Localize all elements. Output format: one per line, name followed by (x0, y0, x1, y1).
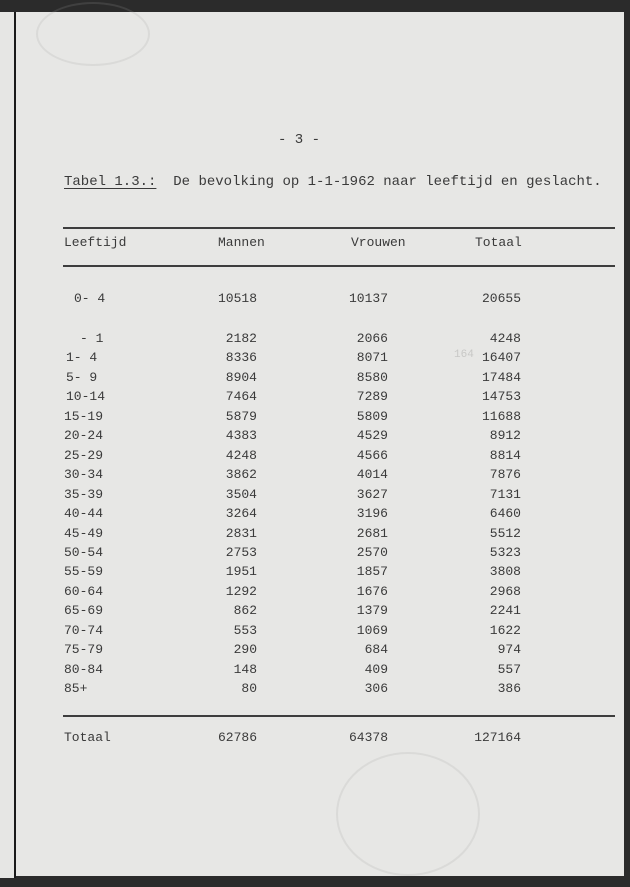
age-cell: 20-24 (64, 428, 104, 444)
total-cell: 4248 (489, 331, 521, 346)
table-row-total (0, 729, 630, 747)
table-top-rule (63, 227, 615, 229)
table-row (0, 563, 630, 581)
faint-overprint: 164 (454, 349, 474, 361)
total-cell: 8912 (489, 428, 521, 444)
table-row (0, 583, 630, 601)
men-cell: 8336 (225, 350, 257, 366)
men-cell: 4383 (225, 428, 257, 444)
age-cell: 75-79 (64, 642, 104, 658)
table-row (0, 680, 630, 698)
women-cell: 1857 (356, 564, 388, 580)
total-cell: 16407 (481, 350, 521, 366)
women-cell: 2066 (356, 331, 388, 346)
total-cell: 2968 (489, 583, 521, 599)
women-cell: 4566 (356, 447, 388, 463)
total-cell: 17484 (481, 369, 521, 385)
age-cell: 65-69 (64, 603, 104, 619)
table-row (0, 466, 630, 484)
women-cell: 8580 (356, 369, 388, 385)
age-cell: 5- 9 (66, 369, 98, 385)
women-cell: 3196 (356, 506, 388, 522)
women-cell: 2681 (356, 525, 388, 541)
men-cell: 5879 (225, 408, 257, 424)
table-row (0, 408, 630, 426)
table-row (0, 602, 630, 620)
women-cell: 7289 (356, 389, 388, 405)
age-cell: 55-59 (64, 564, 104, 580)
age-cell: 15-19 (64, 408, 104, 424)
table-row (0, 525, 630, 543)
faint-stamp (336, 752, 480, 876)
men-cell: 3862 (225, 467, 257, 483)
age-cell: - 1 (80, 331, 104, 346)
table-row (0, 486, 630, 504)
total-cell: 386 (497, 681, 521, 697)
total-cell: 557 (497, 661, 521, 677)
men-cell: 4248 (225, 447, 257, 463)
table-row (0, 447, 630, 465)
women-cell: 684 (364, 642, 388, 658)
header-age: Leeftijd (64, 235, 127, 250)
men-cell: 10518 (217, 291, 257, 306)
men-cell: 290 (233, 642, 257, 658)
men-cell: 80 (241, 681, 257, 697)
total-top-rule (63, 715, 615, 717)
men-cell: 2182 (225, 331, 257, 346)
table-row (0, 388, 630, 406)
table-row (0, 349, 630, 367)
age-cell: 60-64 (64, 583, 104, 599)
women-cell: 64378 (348, 730, 388, 745)
header-women: Vrouwen (351, 235, 406, 250)
age-cell: 50-54 (64, 544, 104, 560)
men-cell: 1951 (225, 564, 257, 580)
women-cell: 1069 (356, 622, 388, 638)
total-cell: 5323 (489, 544, 521, 560)
men-cell: 62786 (217, 730, 257, 745)
men-cell: 553 (233, 622, 257, 638)
table-row (0, 544, 630, 562)
women-cell: 3627 (356, 486, 388, 502)
total-cell: 7131 (489, 486, 521, 502)
age-cell: 1- 4 (66, 350, 98, 366)
women-cell: 4014 (356, 467, 388, 483)
men-cell: 3504 (225, 486, 257, 502)
men-cell: 8904 (225, 369, 257, 385)
men-cell: 2753 (225, 544, 257, 560)
table-row (0, 505, 630, 523)
table-label: Tabel 1.3.: (64, 174, 157, 190)
total-cell: 3808 (489, 564, 521, 580)
table-caption: De bevolking op 1-1-1962 naar leeftijd en geslacht. (173, 174, 602, 190)
women-cell: 10137 (348, 291, 388, 306)
total-cell: 11688 (481, 408, 521, 424)
age-cell: 25-29 (64, 447, 104, 463)
total-cell: 1622 (489, 622, 521, 638)
age-cell: 70-74 (64, 622, 104, 638)
women-cell: 8071 (356, 350, 388, 366)
women-cell: 306 (364, 681, 388, 697)
age-cell: 45-49 (64, 525, 104, 541)
header-bottom-rule (63, 265, 615, 267)
table-row-summary (0, 290, 630, 308)
men-cell: 2831 (225, 525, 257, 541)
table-row (0, 622, 630, 640)
men-cell: 862 (233, 603, 257, 619)
women-cell: 5809 (356, 408, 388, 424)
table-header (0, 234, 630, 252)
table-row (0, 641, 630, 659)
age-cell: 35-39 (64, 486, 104, 502)
table-row (0, 427, 630, 445)
age-cell: 85+ (64, 681, 88, 697)
total-cell: 14753 (481, 389, 521, 405)
total-cell: 127164 (474, 730, 521, 745)
men-cell: 3264 (225, 506, 257, 522)
header-total: Totaal (475, 235, 522, 250)
women-cell: 1379 (356, 603, 388, 619)
age-cell: 10-14 (66, 389, 106, 405)
table-row (0, 661, 630, 679)
men-cell: 1292 (225, 583, 257, 599)
total-cell: 6460 (489, 506, 521, 522)
table-title (64, 174, 602, 190)
table-row (0, 330, 630, 348)
women-cell: 4529 (356, 428, 388, 444)
header-men: Mannen (218, 235, 265, 250)
age-cell: 80-84 (64, 661, 104, 677)
total-cell: 974 (497, 642, 521, 658)
age-cell: 30-34 (64, 467, 104, 483)
total-cell: 5512 (489, 525, 521, 541)
age-cell: Totaal (64, 730, 111, 745)
women-cell: 2570 (356, 544, 388, 560)
women-cell: 409 (364, 661, 388, 677)
page-number: - 3 - (277, 132, 320, 148)
age-cell: 40-44 (64, 506, 104, 522)
total-cell: 7876 (489, 467, 521, 483)
total-cell: 8814 (489, 447, 521, 463)
total-cell: 2241 (489, 603, 521, 619)
faint-stamp (36, 2, 150, 66)
men-cell: 7464 (225, 389, 257, 405)
total-cell: 20655 (481, 291, 521, 306)
table-row (0, 369, 630, 387)
age-cell: 0- 4 (74, 291, 106, 306)
women-cell: 1676 (356, 583, 388, 599)
men-cell: 148 (233, 661, 257, 677)
